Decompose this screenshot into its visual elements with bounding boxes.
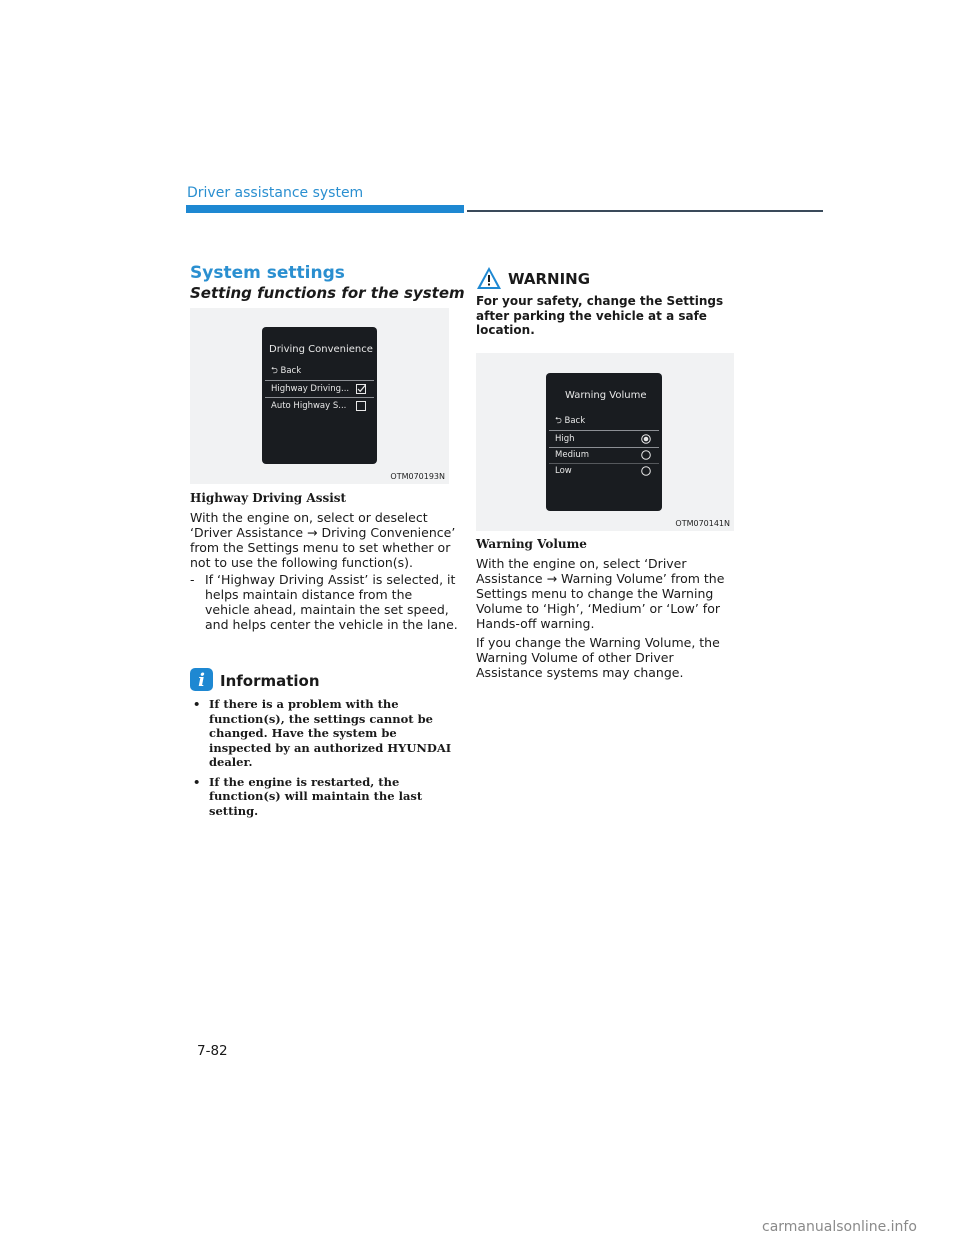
hda-heading: Highway Driving Assist	[190, 491, 347, 505]
info-bullet: • If there is a problem with the function(s), the settings cannot be changed. Have the system be inspected by an authorized HYUNDAI dealer.	[190, 697, 460, 770]
info-bullet: • If the engine is restarted, the function(s) will maintain the last setting.	[190, 775, 460, 819]
screen-title: Warning Volume	[565, 390, 647, 401]
cluster-screen	[546, 373, 662, 511]
screen-option-medium: Medium	[549, 447, 659, 464]
warning-text: For your safety, change the Settings after parking the vehicle at a safe location.	[476, 294, 724, 337]
warning-title: WARNING	[508, 270, 591, 288]
warning-icon	[476, 266, 502, 290]
screen-back-row: ⮌ Back	[555, 416, 586, 426]
radio-empty-icon	[641, 450, 651, 460]
radio-empty-icon	[641, 466, 651, 476]
dash-marker: -	[190, 572, 195, 587]
radio-selected-icon	[641, 434, 651, 444]
header-rule-grey	[467, 210, 823, 212]
screen-item-highway-driving: Highway Driving...	[265, 380, 374, 398]
screen-option-low: Low	[549, 463, 659, 479]
screen-item-auto-highway: Auto Highway S...	[265, 398, 374, 414]
figure-code: OTM070193N	[390, 472, 445, 481]
header-rule-blue	[186, 205, 464, 213]
wv-heading: Warning Volume	[476, 537, 587, 551]
watermark: carmanualsonline.info	[762, 1219, 917, 1235]
checkbox-checked-icon	[356, 384, 366, 394]
figure-warning-volume	[476, 353, 734, 531]
svg-text:i: i	[198, 670, 205, 691]
section-title: System settings	[190, 263, 345, 283]
back-arrow-icon: ⮌	[271, 366, 281, 376]
info-title: Information	[220, 672, 320, 690]
section-subtitle: Setting functions for the system	[190, 284, 465, 302]
hda-paragraph: With the engine on, select or deselect ‘Driver Assistance → Driving Convenience’ from the Settings menu to set whether or not to use the following function(s).	[190, 510, 456, 570]
checkbox-empty-icon	[356, 401, 366, 411]
info-bullets	[190, 697, 460, 823]
wv-paragraph-1: With the engine on, select ‘Driver Assistance → Warning Volume’ from the Settings menu to change the Warning Volume to ‘High’, ‘Medium’ or ‘Low’ for Hands-off warning.	[476, 556, 725, 631]
screen-option-high: High	[549, 430, 659, 448]
back-arrow-icon: ⮌	[555, 416, 565, 426]
figure-code: OTM070141N	[675, 519, 730, 528]
cluster-screen	[262, 327, 377, 464]
screen-title: Driving Convenience	[269, 344, 373, 355]
screen-back-row: ⮌ Back	[271, 366, 302, 376]
hda-list-item: - If ‘Highway Driving Assist’ is selected, it helps maintain distance from the vehicle ahead, maintain the set speed, and helps center the vehicle in the lane.	[190, 572, 458, 632]
running-header: Driver assistance system	[187, 185, 364, 201]
figure-driving-convenience	[190, 308, 449, 484]
wv-paragraph-2: If you change the Warning Volume, the Warning Volume of other Driver Assistance systems may change.	[476, 635, 720, 680]
info-icon	[190, 668, 213, 691]
page-number: 7-82	[197, 1043, 228, 1059]
